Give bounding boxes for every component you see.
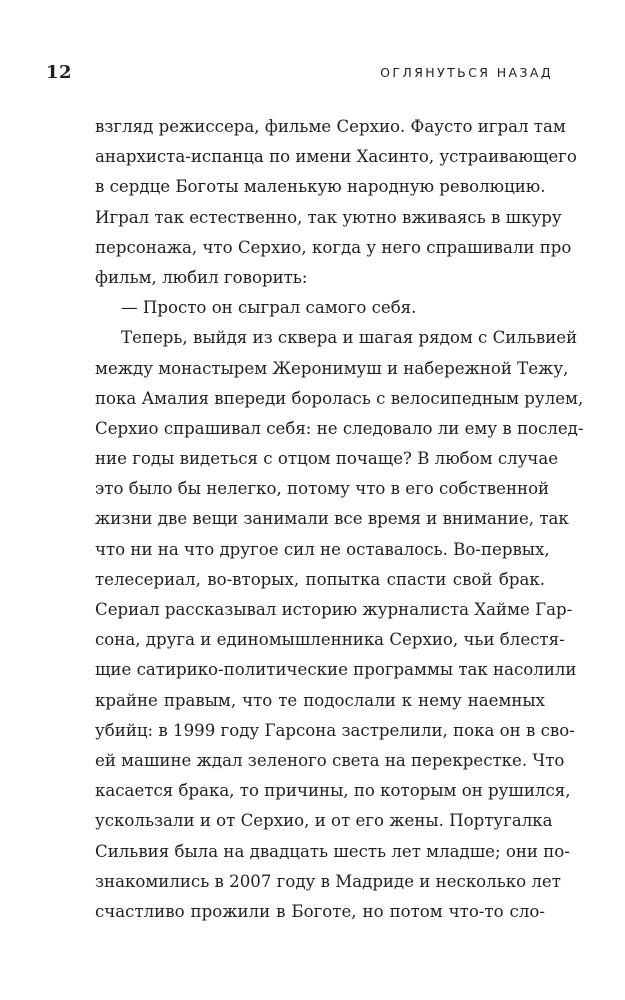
text-line: это было бы нелегко, потому что в его собственной xyxy=(95,479,550,499)
text-line: знакомились в 2007 году в Мадриде и несколько лет xyxy=(95,871,561,891)
text-line: взгляд режиссера, фильме Серхио. Фаусто играл там xyxy=(95,117,566,136)
text-line: персонажа, что Серхио, когда у него спрашивали про xyxy=(95,237,572,257)
text-line: что ни на что другое сил не оставалось. Во-первых, xyxy=(95,539,550,559)
text-line: касается брака, то причины, по которым он рушился, xyxy=(95,781,571,801)
text-line: счастливо прожили в Боготе, но потом что-то сло- xyxy=(95,901,545,921)
text-line: Играл так естественно, так уютно вживаясь в шкуру xyxy=(95,207,562,227)
page-number: 12 xyxy=(46,62,73,83)
running-title: ОГЛЯНУТЬСЯ НАЗАД xyxy=(380,65,553,80)
text-line: Сильвия была на двадцать шесть лет младше; они по- xyxy=(95,841,570,861)
text-line: пока Амалия впереди боролась с велосипедным рулем, xyxy=(95,388,584,408)
text-line: анархиста-испанца по имени Хасинто, устраивающего xyxy=(95,147,577,167)
text-line: щие сатирико-политические программы так насолили xyxy=(95,660,577,680)
dialogue-line: — Просто он сыграл самого себя. xyxy=(121,298,417,318)
text-line: телесериал, во-вторых, попытка спасти свой брак. xyxy=(95,569,545,589)
text-line: крайне правым, что те подослали к нему наемных xyxy=(95,690,545,710)
body-text xyxy=(95,112,584,927)
text-line: в сердце Боготы маленькую народную революцию. xyxy=(95,177,546,197)
paragraph-start-line: Теперь, выйдя из сквера и шагая рядом с Сильвией xyxy=(121,328,578,348)
text-line: сона, друга и единомышленника Серхио, чьи блестя- xyxy=(95,630,565,650)
text-line: жизни две вещи занимали все время и внимание, так xyxy=(95,509,569,529)
text-line: ей машине ждал зеленого света на перекрестке. Что xyxy=(95,750,565,770)
text-line: ние годы видеться с отцом почаще? В любом случае xyxy=(95,449,559,469)
text-line: Сериал рассказывал историю журналиста Хайме Гар- xyxy=(95,600,573,619)
text-line: ускользали и от Серхио, и от его жены. Португалка xyxy=(95,811,553,831)
running-header xyxy=(46,62,553,86)
text-line: между монастырем Жеронимуш и набережной Тежу, xyxy=(95,358,569,378)
text-line: Серхио спрашивал себя: не следовало ли ему в послед- xyxy=(95,418,584,438)
text-line: убийц: в 1999 году Гарсона застрелили, пока он в сво- xyxy=(95,720,575,740)
text-line: фильм, любил говорить: xyxy=(95,267,308,287)
